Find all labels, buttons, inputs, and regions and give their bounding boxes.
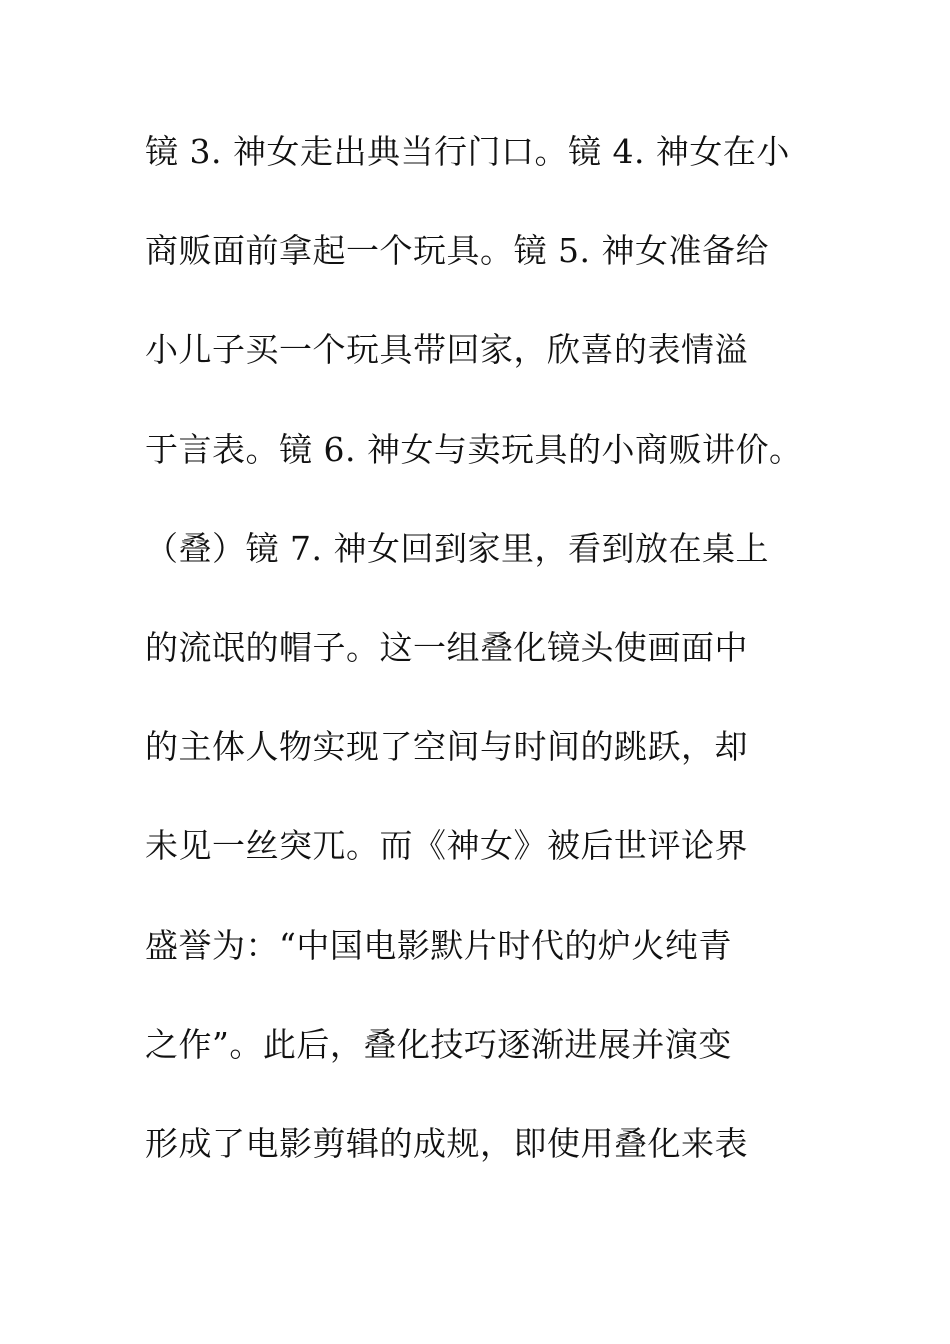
text-line-1: 镜 3. 神女走出典当行门口。镜 4. 神女在小 [145,132,790,171]
text-line-5: （叠）镜 7. 神女回到家里，看到放在桌上 [145,528,769,568]
text-line-8: 未见一丝突兀。而《神女》被后世评论界 [145,826,748,866]
text-line-6: 的流氓的帽子。这一组叠化镜头使画面中 [145,627,748,667]
text-line-11: 形成了电影剪辑的成规，即使用叠化来表 [145,1123,748,1163]
text-line-7: 的主体人物实现了空间与时间的跳跃，却 [145,727,748,767]
text-line-2: 商贩面前拿起一个玩具。镜 5. 神女准备给 [145,231,769,271]
text-line-3: 小儿子买一个玩具带回家，欣喜的表情溢 [145,330,748,370]
body-text [145,124,845,1215]
text-line-4: 于言表。镜 6. 神女与卖玩具的小商贩讲价。 [145,429,803,469]
text-line-10: 之作”。此后，叠化技巧逐渐进展并演变 [145,1024,732,1064]
text-line-9: 盛誉为：“中国电影默片时代的炉火纯青 [145,925,732,965]
